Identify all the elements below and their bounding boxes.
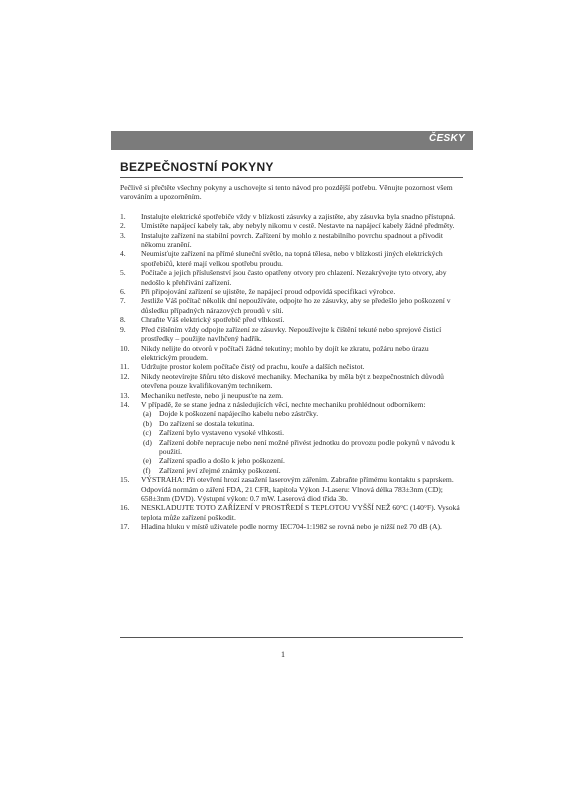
page-number: 1 [281, 650, 285, 659]
item-text: Nikdy neotevírejte šňůru této diskové mechaniky. Mechanika by měla být z bezpečnostních důvodů otevřena pouze kvalifikovaným technikem. [141, 371, 444, 391]
item-number: 1. [120, 211, 126, 221]
instructions-body [120, 183, 462, 532]
list-item [120, 503, 462, 522]
item-text: NESKLADUJTE TOTO ZAŘÍZENÍ V PROSTŘEDÍ S TEPLOTOU VYŠŠÍ NEŽ 60°C (140°F). Vysoká teplota může zařízení poškodit. [141, 503, 460, 522]
title-divider [120, 177, 463, 178]
sub-item-text: Dojde k poškození napájecího kabelu nebo zástrčky. [159, 409, 319, 419]
item-text: Neumisťujte zařízení na přímé sluneční světlo, na topná tělesa, nebo v blízkosti jiných elektrických spotřebičů, které mají velkou spotřebu proudu. [141, 249, 443, 268]
sub-list-item [143, 409, 462, 418]
list-item [120, 344, 462, 363]
sub-list-item [143, 428, 462, 437]
item-number: 11. [120, 362, 130, 372]
sub-item-text: Do zařízení se dostala tekutina. [159, 418, 255, 428]
item-number: 9. [120, 324, 126, 334]
sub-list-item [143, 456, 462, 465]
sub-item-letter: (b) [143, 418, 152, 428]
item-number: 17. [120, 522, 130, 532]
list-item [120, 325, 462, 344]
item-number: 16. [120, 503, 130, 513]
list-item [120, 372, 462, 391]
item-text: Při připojování zařízení se ujistěte, že napájecí proud odpovídá specifikaci výrobce. [141, 287, 396, 297]
item-text: Hladina hluku v místě uživatele podle normy IEC704-1:1982 se rovná nebo je nižší než 70 dB (A). [141, 522, 442, 532]
language-label: ČESKY [429, 133, 465, 144]
item-number: 6. [120, 287, 126, 297]
list-item [120, 249, 462, 268]
item-number: 2. [120, 221, 126, 231]
sub-item-letter: (e) [143, 456, 152, 466]
sub-list-item [143, 466, 462, 475]
item-text: Instalujte zařízení na stabilní povrch. Zařízení by mohlo z nestabilního povrchu spadnout a přivodit někomu zranění. [141, 230, 443, 250]
list-item [120, 212, 462, 221]
list-item [120, 268, 462, 287]
item-number: 12. [120, 371, 130, 381]
list-item [120, 400, 462, 475]
item-text: Počítače a jejich příslušenství jsou často opatřeny otvory pro chlazení. Nezakrývejte tyto otvory, aby nedošlo k přehřívání zařízení. [141, 268, 447, 287]
sub-list-item [143, 419, 462, 428]
item-number: 8. [120, 315, 126, 325]
item-number: 13. [120, 390, 130, 400]
sub-item-text: Zařízení jeví zřejmé známky poškození. [159, 465, 281, 475]
sub-item-text: Zařízení bylo vystaveno vysoké vlhkosti. [159, 428, 285, 438]
item-number: 3. [120, 230, 126, 240]
sub-list [141, 409, 462, 475]
list-item [120, 296, 462, 315]
item-text: Chraňte Váš elektrický spotřebič před vlhkostí. [141, 315, 285, 325]
sub-item-text: Zařízení spadlo a došlo k jeho poškození. [159, 456, 285, 466]
item-text: Udržujte prostor kolem počítače čistý od prachu, kouře a dalších nečistot. [141, 362, 365, 372]
item-text: Jestliže Váš počítač několik dní nepoužíváte, odpojte ho ze zásuvky, aby se předešlo jeho poškození v důsledku případných nárazových proudů v síti. [141, 296, 451, 315]
sub-list-item [143, 438, 462, 457]
list-item [120, 315, 462, 324]
language-header-bar [111, 131, 473, 150]
item-text: Umístěte napájecí kabely tak, aby nebyly nikomu v cestě. Nestavte na napájecí kabely žádné předměty. [141, 221, 455, 231]
sub-item-text: Zařízení dobře nepracuje nebo není možné přivést jednotku do provozu podle pokynů v návodu k použití. [159, 437, 456, 456]
list-item [120, 231, 462, 250]
list-item [120, 522, 462, 531]
list-item [120, 221, 462, 230]
item-text: Před čištěním vždy odpojte zařízení ze zásuvky. Nepoužívejte k čištění tekuté nebo sprejové čisticí prostředky – použijte navlhčený hadřík. [141, 324, 442, 344]
item-number: 14. [120, 399, 130, 409]
safety-list [120, 212, 462, 532]
item-text: V případě, že se stane jedna z následujících věcí, nechte mechaniku prohlédnout odborníkem: [141, 399, 426, 409]
item-number: 15. [120, 475, 130, 485]
sub-item-letter: (f) [143, 465, 151, 475]
intro-paragraph: Pečlivě si přečtěte všechny pokyny a uschovejte si tento návod pro pozdější potřebu. Věnujte pozornost všem varováním a upozorněním. [120, 183, 453, 202]
footer-divider [120, 637, 463, 638]
list-item [120, 287, 462, 296]
item-text: VÝSTRAHA: Při otevření hrozí zasažení laserovým zářením. Zabraňte přímému kontaktu s paprskem. Odpovídá normám o záření FDA, 21 CFR, kapitola Výkon J-Laseru: Vlnová délka 783±3nm (CD); 658±3nm (DVD). Výstupní výkon: 0.7 mW. Laserová diod třída 3b. [141, 475, 454, 503]
sub-item-letter: (a) [143, 409, 152, 419]
item-number: 5. [120, 268, 126, 278]
item-number: 4. [120, 249, 126, 259]
item-text: Instalujte elektrické spotřebiče vždy v blízkosti zásuvky a zajistěte, aby zásuvka byla snadno přístupná. [141, 211, 455, 221]
page-title: BEZPEČNOSTNÍ POKYNY [120, 160, 274, 174]
list-item [120, 362, 462, 371]
list-item [120, 391, 462, 400]
item-number: 7. [120, 296, 126, 306]
item-text: Nikdy nelijte do otvorů v počítači žádné tekutiny; mohlo by dojít ke zkratu, požáru nebo úrazu elektrickým proudem. [141, 343, 429, 362]
sub-item-letter: (c) [143, 428, 152, 438]
item-text: Mechaniku netřeste, nebo ji neupusťte na zem. [141, 390, 283, 400]
sub-item-letter: (d) [143, 437, 152, 447]
item-number: 10. [120, 343, 130, 353]
list-item [120, 475, 462, 503]
